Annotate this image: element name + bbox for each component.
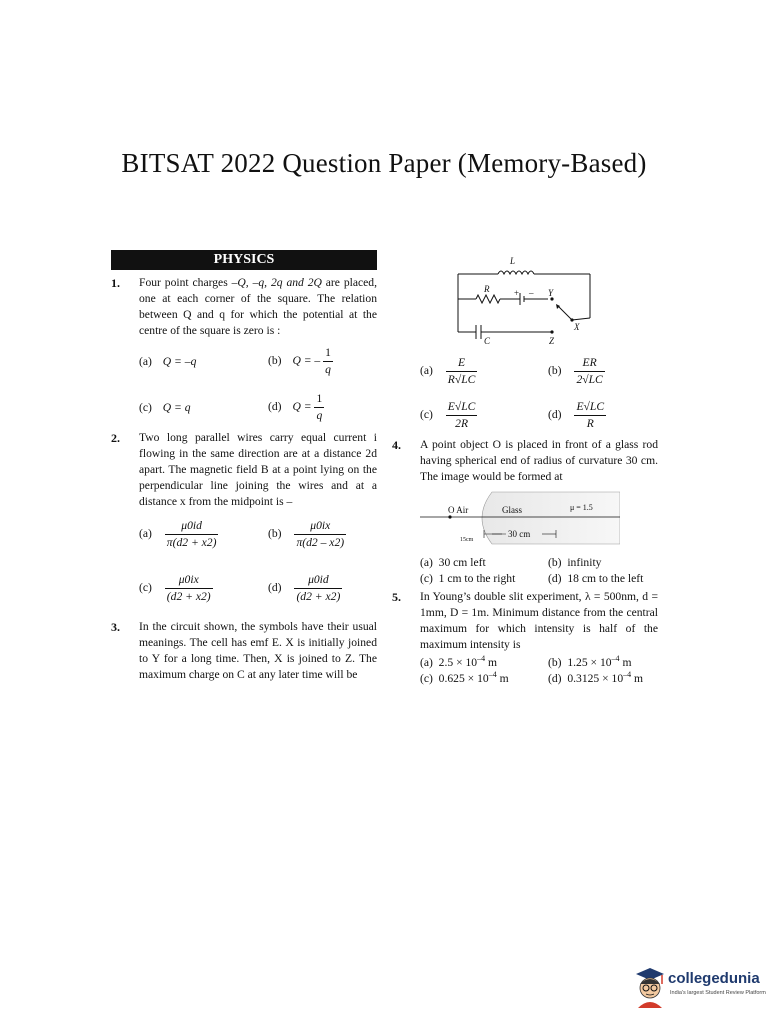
- question-text: In the circuit shown, the symbols have their usual meanings. The cell has emf E. X is initially joined to Y for a long time. Then, X is joined to Z. The maximum charge on C at any later time will be: [139, 620, 377, 681]
- question-charges: –Q, –q, 2q and 2Q: [231, 276, 322, 289]
- question-text: A point object O is placed in front of a glass rod having spherical end of radius of curvature 30 cm. The image would be formed at: [420, 438, 658, 483]
- option-lhs: Q =: [162, 401, 185, 414]
- fraction-numerator: μ0ix: [294, 519, 346, 535]
- fraction-numerator: 1: [323, 346, 333, 362]
- question-number: 3.: [111, 620, 120, 634]
- option: [139, 401, 191, 415]
- option-label: (b): [268, 527, 282, 541]
- option: [548, 572, 643, 586]
- option: [420, 668, 509, 686]
- option-label: (a): [420, 364, 433, 378]
- lc-circuit-diagram: [448, 252, 596, 348]
- fraction-numerator: E√LC: [574, 400, 606, 416]
- circuit-label-x: X: [574, 322, 580, 332]
- option-unit: m: [631, 671, 644, 685]
- option-exponent: –4: [611, 654, 620, 663]
- fraction-denominator: R√LC: [447, 373, 476, 386]
- option: [548, 668, 643, 686]
- option: [139, 355, 196, 369]
- option-label: (a): [139, 527, 152, 541]
- fraction-numerator: E√LC: [446, 400, 478, 416]
- circuit-label-l: L: [510, 256, 516, 266]
- option-unit: m: [619, 655, 632, 669]
- fraction-numerator: E: [446, 356, 478, 372]
- collegedunia-tagline: India's largest Student Review Platform: [670, 990, 766, 996]
- section-header: PHYSICS: [111, 250, 377, 270]
- option: [268, 346, 333, 377]
- question-number: 1.: [111, 276, 120, 290]
- option-text: 18 cm to the left: [567, 572, 644, 585]
- circuit-label-minus: –: [529, 288, 534, 298]
- option-lhs: Q =: [292, 400, 315, 414]
- option-label: (d): [548, 572, 562, 585]
- fraction-denominator: (d2 + x2): [166, 590, 211, 603]
- question-number: 2.: [111, 431, 120, 445]
- option-label: (a): [420, 556, 433, 569]
- question-text: [139, 275, 377, 339]
- option-text: 1 cm to the right: [438, 572, 516, 585]
- option: [420, 556, 486, 570]
- option-label: (b): [548, 655, 562, 669]
- option-unit: m: [485, 655, 498, 669]
- glass-rod-figure: [420, 490, 620, 546]
- option-exponent: –4: [477, 654, 486, 663]
- option-label: (b): [268, 354, 282, 368]
- fraction-denominator: (d2 + x2): [296, 590, 341, 603]
- option-label: (b): [548, 364, 562, 378]
- page-title: BITSAT 2022 Question Paper (Memory-Based): [121, 148, 647, 178]
- option: [139, 573, 213, 604]
- option-label: (d): [548, 671, 562, 685]
- question-text: In Young’s double slit experiment, λ = 500nm, d = 1mm, D = 1m. Minimum distance from the central maximum for which intensity is half of the maximum intensity is: [420, 590, 658, 651]
- option-label: (c): [139, 581, 152, 595]
- fraction-denominator: π(d2 + x2): [166, 536, 217, 549]
- circuit-label-c: C: [484, 336, 491, 346]
- option-exponent: –4: [488, 670, 497, 679]
- fraction-denominator: 2√LC: [576, 373, 603, 386]
- option-text: infinity: [567, 556, 602, 569]
- option: [268, 392, 324, 423]
- question-text: Two long parallel wires carry equal current i flowing in the same direction are at a distance 2d apart. The magnetic field B at a point lying on the perpendicular line joining the wires and at a distance x from the midpoint is –: [139, 431, 377, 508]
- label-refractive-index: μ = 1.5: [570, 503, 593, 512]
- circuit-label-plus: +: [514, 288, 520, 298]
- option: [139, 519, 218, 550]
- option-text: 1.25 × 10: [567, 655, 612, 669]
- option-unit: m: [496, 671, 509, 685]
- option-rhs: q: [184, 401, 191, 414]
- label-distance-15: 15cm: [460, 537, 474, 543]
- circuit-label-r: R: [484, 284, 490, 294]
- option-text: 0.625 × 10: [438, 671, 489, 685]
- fraction-numerator: μ0ix: [165, 573, 213, 589]
- fraction-denominator: q: [316, 409, 323, 422]
- circuit-label-z: Z: [549, 336, 555, 346]
- option-text: 0.3125 × 10: [567, 671, 624, 685]
- question-text-part: Four point charges: [139, 276, 232, 289]
- option-label: (b): [548, 556, 562, 569]
- option-label: (d): [548, 408, 562, 422]
- option-exponent: –4: [623, 670, 632, 679]
- option-label: (a): [420, 655, 433, 669]
- label-distance-30: 30 cm: [508, 529, 531, 539]
- option-label: (c): [420, 408, 433, 422]
- option: [420, 572, 515, 586]
- option-text: 30 cm left: [438, 556, 486, 569]
- option: [548, 556, 601, 570]
- option-label: (a): [139, 355, 152, 368]
- collegedunia-mascot-icon: [632, 966, 668, 1008]
- option-label: (c): [420, 572, 433, 585]
- fraction-denominator: q: [325, 363, 331, 376]
- option-lhs: Q = –: [162, 355, 191, 368]
- option: [548, 356, 605, 387]
- fraction-numerator: 1: [314, 392, 324, 408]
- option-text: 2.5 × 10: [438, 655, 478, 669]
- option: [268, 519, 346, 550]
- question-text-part: are placed, one at each corner of the square. The relation between Q and q for which the potential at the centre of the square is zero is :: [139, 276, 377, 337]
- label-object-air: O Air: [448, 505, 469, 515]
- option-label: (d): [268, 581, 282, 595]
- option: [420, 400, 477, 431]
- collegedunia-logo-text: collegedunia: [668, 970, 760, 987]
- option: [548, 400, 606, 431]
- fraction-numerator: μ0id: [294, 573, 342, 589]
- fraction-denominator: 2R: [455, 417, 469, 430]
- option-lhs: Q = –: [292, 354, 321, 368]
- option-label: (d): [268, 400, 282, 414]
- option-label: (c): [420, 671, 433, 685]
- label-glass: Glass: [502, 505, 522, 515]
- fraction-numerator: ER: [574, 356, 604, 372]
- question-number: 4.: [392, 438, 401, 452]
- question-number: 5.: [392, 590, 401, 604]
- option: [268, 573, 342, 604]
- circuit-label-y: Y: [548, 288, 554, 298]
- option-rhs: q: [190, 355, 197, 368]
- option: [420, 356, 477, 387]
- fraction-numerator: μ0id: [165, 519, 219, 535]
- option-label: (c): [139, 401, 152, 414]
- fraction-denominator: R: [586, 417, 594, 430]
- fraction-denominator: π(d2 – x2): [296, 536, 345, 549]
